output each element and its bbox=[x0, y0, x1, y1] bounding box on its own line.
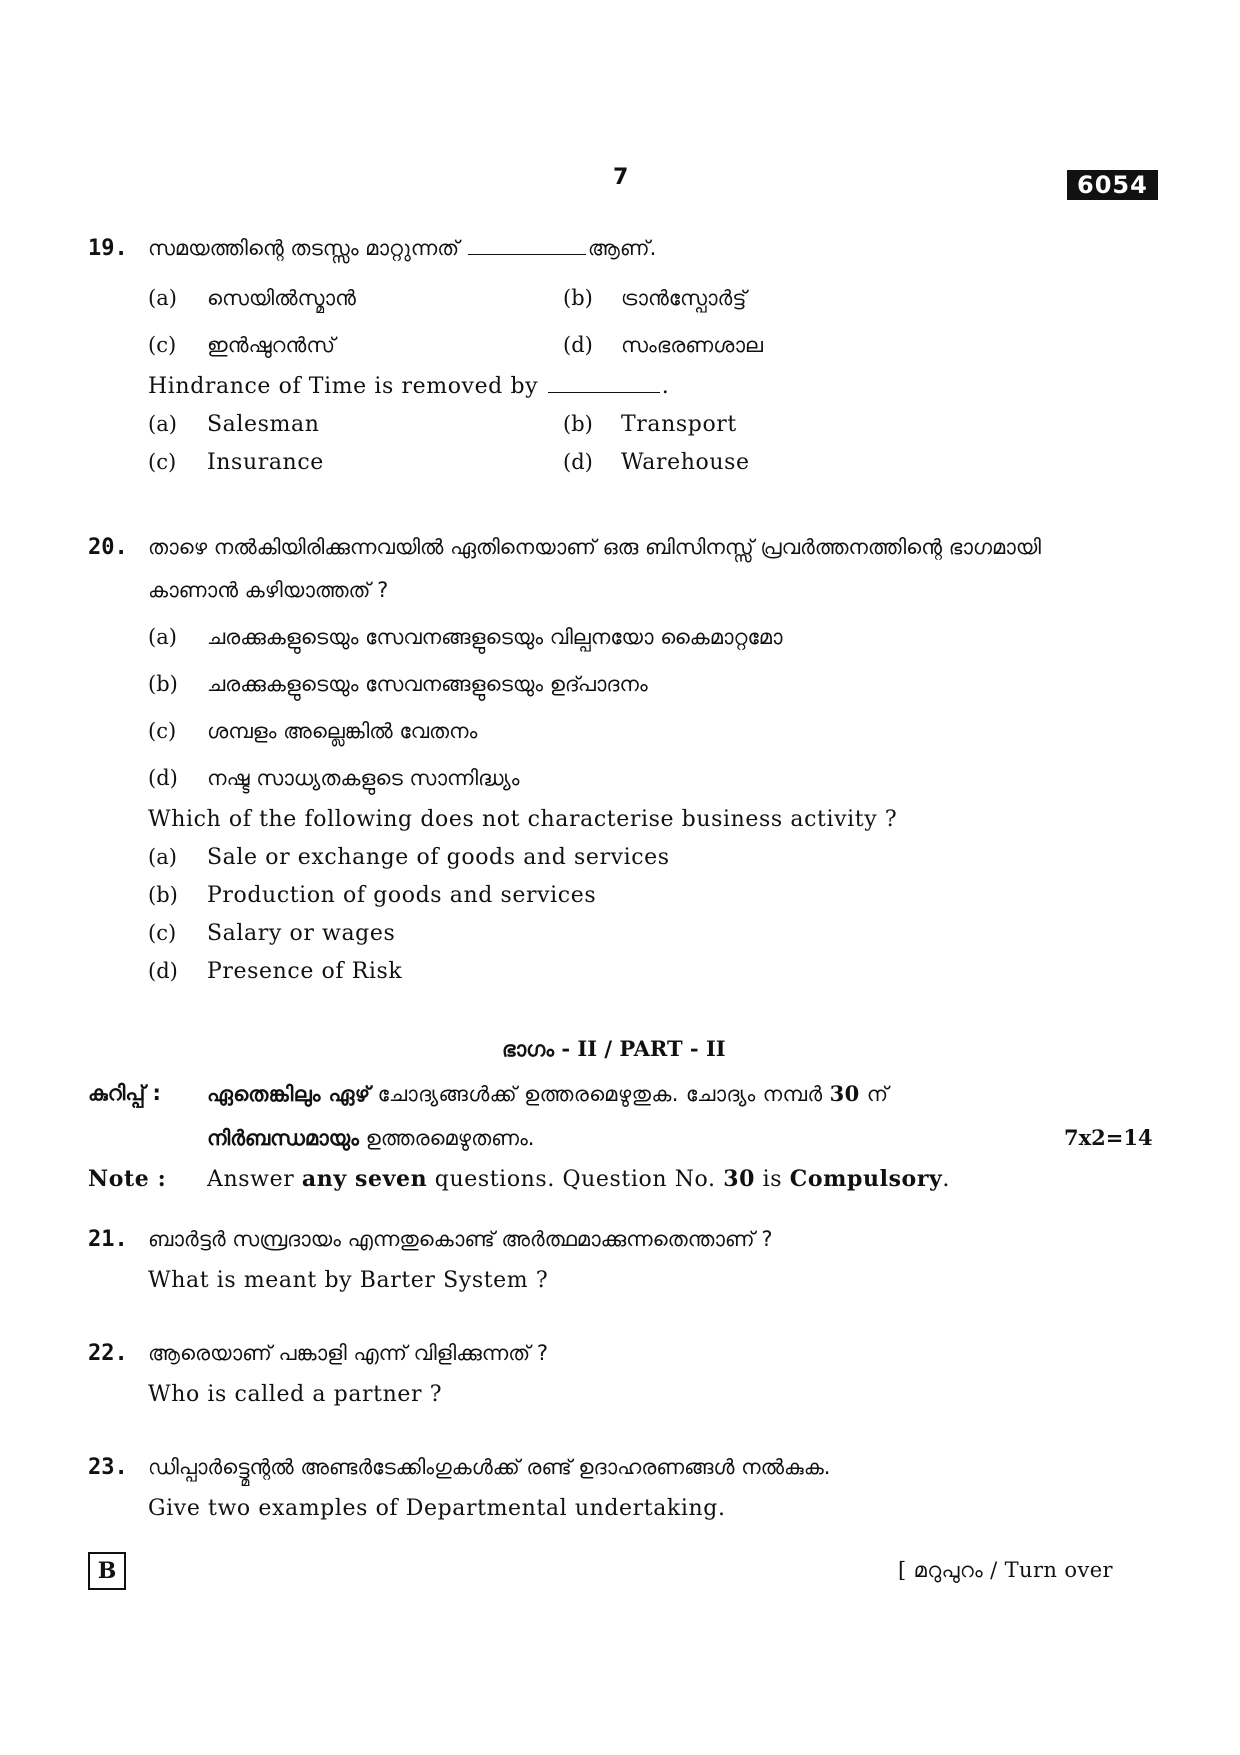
option-label: (d) bbox=[148, 959, 178, 983]
page-number: 7 bbox=[613, 165, 629, 190]
option-text: Salesman bbox=[207, 412, 320, 437]
option-text: ശമ്പളം അല്ലെങ്കിൽ വേതനം bbox=[207, 719, 478, 743]
question-text-ml: ആരെയാണ് പങ്കാളി എന്ന് വിളിക്കുന്നത് ? bbox=[148, 1341, 548, 1365]
option-text: സെയിൽസ്മാൻ bbox=[207, 286, 356, 310]
option-text: Insurance bbox=[207, 450, 324, 475]
option-text: Transport bbox=[621, 412, 737, 437]
question-text-en: Hindrance of Time is removed by . bbox=[148, 374, 670, 399]
marks-allocation: 7x2=14 bbox=[1064, 1125, 1153, 1150]
question-text-ml: താഴെ നൽകിയിരിക്കുന്നവയിൽ ഏതിനെയാണ് ഒരു ബിസിനസ്സ് പ്രവർത്തനത്തിന്റെ ഭാഗമായി bbox=[148, 535, 1041, 559]
question-number: 21. bbox=[88, 1227, 128, 1252]
option-label: (a) bbox=[148, 845, 177, 869]
option-label: (b) bbox=[563, 412, 593, 436]
question-text-en: Who is called a partner ? bbox=[148, 1382, 443, 1407]
option-text: Production of goods and services bbox=[207, 883, 597, 908]
question-text-ml: സമയത്തിന്റെ തടസ്സം മാറ്റുന്നത് ആണ്. bbox=[148, 236, 657, 260]
question-text-ml: ഡിപ്പാർട്ട്മെന്റൽ അണ്ടർടേക്കിംഗുകൾക്ക് രണ്ട് ഉദാഹരണങ്ങൾ നൽകുക. bbox=[148, 1455, 831, 1479]
option-label: (c) bbox=[148, 450, 177, 474]
part-heading: ഭാഗം - II / PART - II bbox=[502, 1036, 726, 1061]
note-label-en: Note : bbox=[88, 1166, 167, 1192]
option-label: (a) bbox=[148, 625, 177, 649]
option-text: ചരക്കുകളുടെയും സേവനങ്ങളുടെയും ഉദ്പാദനം bbox=[207, 672, 648, 696]
option-text: സംഭരണശാല bbox=[621, 333, 763, 357]
turn-over-text: [ മറുപുറം / Turn over bbox=[898, 1558, 1113, 1582]
option-label: (d) bbox=[563, 450, 593, 474]
question-text-en: Give two examples of Departmental undertaking. bbox=[148, 1496, 726, 1521]
option-text: Salary or wages bbox=[207, 921, 396, 946]
question-text-en: What is meant by Barter System ? bbox=[148, 1268, 549, 1293]
question-text-ml: ബാർട്ടർ സമ്പ്രദായം എന്നതുകൊണ്ട് അർത്ഥമാക്കുന്നതെന്താണ് ? bbox=[148, 1227, 773, 1251]
question-text-en: Which of the following does not characterise business activity ? bbox=[148, 807, 898, 832]
question-text-ml: കാണാൻ കഴിയാത്തത് ? bbox=[148, 578, 389, 602]
option-text: ഇൻഷുറൻസ് bbox=[207, 333, 336, 357]
note-text-ml: നിർബന്ധമായും ഉത്തരമെഴുതണം. bbox=[207, 1126, 535, 1150]
question-number: 19. bbox=[88, 236, 128, 261]
question-number: 20. bbox=[88, 535, 128, 560]
paper-code-badge: 6054 bbox=[1067, 170, 1158, 200]
option-text: ചരക്കുകളുടെയും സേവനങ്ങളുടെയും വില്പനയോ കൈമാറ്റമോ bbox=[207, 625, 783, 649]
option-label: (d) bbox=[563, 333, 593, 357]
question-number: 22. bbox=[88, 1341, 128, 1366]
series-box: B bbox=[88, 1552, 126, 1590]
question-number: 23. bbox=[88, 1455, 128, 1480]
note-text-ml: ഏതെങ്കിലും ഏഴ് ചോദ്യങ്ങൾക്ക് ഉത്തരമെഴുതുക. ചോദ്യം നമ്പർ 30 ന് bbox=[207, 1081, 889, 1106]
note-label-ml: കുറിപ്പ് : bbox=[88, 1081, 161, 1105]
option-text: ട്രാൻസ്പോർട്ട് bbox=[621, 286, 747, 310]
note-text-en: Answer any seven questions. Question No. 30 is Compulsory. bbox=[207, 1166, 950, 1192]
option-text: നഷ്ട സാധ്യതകളുടെ സാന്നിദ്ധ്യം bbox=[207, 766, 520, 790]
option-label: (d) bbox=[148, 766, 178, 790]
option-label: (b) bbox=[148, 672, 178, 696]
option-label: (a) bbox=[148, 286, 177, 310]
option-text: Presence of Risk bbox=[207, 959, 403, 984]
option-label: (b) bbox=[563, 286, 593, 310]
option-label: (c) bbox=[148, 333, 177, 357]
option-label: (c) bbox=[148, 719, 177, 743]
option-label: (c) bbox=[148, 921, 177, 945]
option-label: (b) bbox=[148, 883, 178, 907]
option-text: Warehouse bbox=[621, 450, 750, 475]
option-text: Sale or exchange of goods and services bbox=[207, 845, 670, 870]
option-label: (a) bbox=[148, 412, 177, 436]
